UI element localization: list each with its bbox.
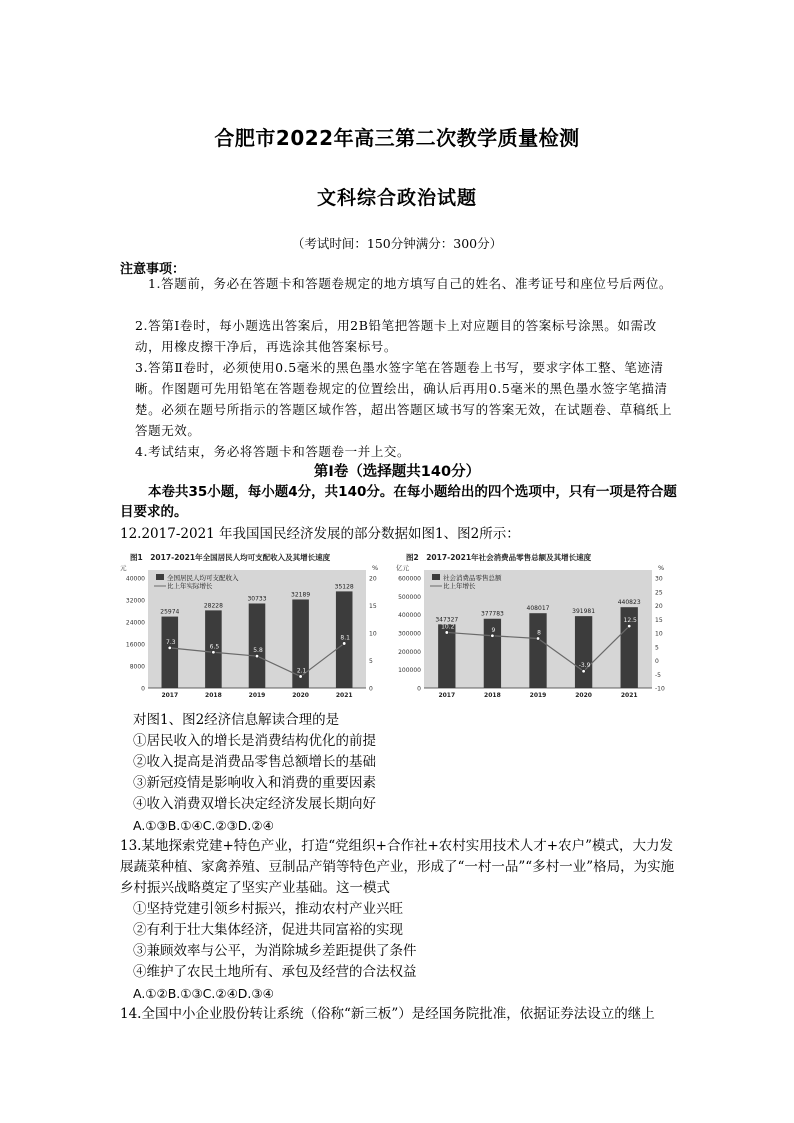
question-13-answers: A.①②B.①③C.②④D.③④ [133,986,274,1001]
fig1-growth-value-label: 8.1 [340,634,350,642]
fig1-bar-value-label: 32189 [291,591,311,599]
fig2-growth-value-label: 9 [491,626,496,634]
fig2-category-label: 2021 [620,692,638,699]
fig1-bar-value-label: 30733 [247,595,267,603]
fig2-chart-title: 图2 2017-2021年社会消费品零售总额及其增长速度 [406,553,592,562]
fig2-legend-line-label: 比上年增长 [443,582,476,590]
fig2-right-tick-label: 5 [655,644,659,652]
fig2-right-unit: % [658,564,665,572]
fig2-growth-point [491,634,495,638]
question-14-stem: 14.全国中小企业股份转让系统（俗称“新三板”）是经国务院批准，依据证券法设立的继上 [120,1006,655,1022]
fig2-bar [529,613,546,688]
fig1-right-tick-label: 0 [369,685,373,693]
fig2-right-tick-label: 10 [655,630,663,638]
fig2-growth-point [445,631,449,635]
fig1-bar-value-label: 28228 [203,602,223,610]
fig1-left-unit: 元 [120,564,127,572]
fig2-growth-value-label: 12.5 [623,617,637,625]
fig2-growth-point [536,637,540,641]
fig2-left-tick-label: 400000 [398,612,421,620]
fig1-growth-point [342,642,346,646]
fig1-growth-value-label: 5.8 [253,647,263,655]
fig1-left-tick-label: 40000 [125,575,145,583]
fig1-chart-title: 图1 2017-2021年全国居民人均可支配收入及其增长速度 [130,553,331,562]
fig2-bar-value-label: 377783 [480,610,504,618]
section-title: 第Ⅰ卷（选择题共140分） [313,464,481,480]
fig2-bar [575,616,592,688]
fig2-left-tick-label: 300000 [398,630,421,638]
fig1-category-label: 2017 [161,692,179,699]
fig1-right-tick-label: 15 [369,603,377,610]
fig2-growth-value-label: 10.2 [441,623,455,631]
fig2-legend-bar-swatch [432,574,440,580]
notice-item-3: 3.答第Ⅱ卷时，必须使用0.5毫米的黑色墨水签字笔在答题卷上书写，要求字体工整、笔迹清晰。作图题可先用铅笔在答题卷规定的位置绘出，确认后再用0.5毫米的黑色墨水签字笔描清楚。必须在题号所指示的答题区域作答，超出答题区域书写的答案无效，在试题卷、草稿纸上答题无效。 [135,360,673,438]
question-12-answers: A.①③B.①④C.②③D.②④ [133,818,274,833]
fig1-growth-point [299,675,303,679]
question-13-option-2: ②有利于壮大集体经济，促进共同富裕的实现 [133,922,403,938]
fig1-category-label: 2018 [205,692,222,699]
fig2-growth-point [627,624,631,628]
fig1-growth-point [255,654,259,658]
fig2-category-label: 2019 [529,692,547,699]
fig2-left-tick-label: 200000 [398,648,421,656]
fig2-left-tick-label: 600000 [398,575,421,583]
fig1-bar [249,603,266,688]
fig1-bar [162,617,179,688]
question-12-option-4: ④收入消费双增长决定经济发展长期向好 [133,796,376,812]
fig2-growth-value-label: 8 [537,629,541,637]
fig1-legend-bar-label: 全国居民人均可支配收入 [167,574,239,582]
fig2-right-tick-label: 15 [655,616,663,624]
exam-info: （考试时间：150分钟满分：300分） [291,236,503,251]
fig2-right-tick-label: -5 [655,671,661,679]
fig1-growth-point [168,646,172,650]
exam-title: 合肥市2022年高三第二次教学质量检测 [214,126,580,150]
notice-item-4: 4.考试结束，务必将答题卡和答题卷一并上交。 [135,444,411,459]
chart-figure-1 [118,550,390,710]
notice-heading: 注意事项： [120,262,186,277]
fig1-left-tick-label: 16000 [125,641,145,649]
fig1-bar-value-label: 25974 [160,608,180,616]
fig2-left-tick-label: 100000 [398,667,421,675]
fig2-growth-value-label: -3.9 [578,662,591,670]
fig2-bar-value-label: 347327 [435,616,459,624]
fig2-legend-bar-label: 社会消费品零售总额 [443,574,502,582]
fig1-left-tick-label: 24000 [125,619,145,627]
fig2-right-tick-label: 20 [655,603,663,610]
fig2-bar-value-label: 440823 [617,599,641,607]
question-13-stem: 13.某地探索党建+特色产业，打造“党组织+合作社+农村实用技术人才+农户”模式，大力发展蔬菜种植、家禽养殖、豆制品产销等特色产业，形成了“一村一品”“多村一业”格局，为实施乡村振兴战略奠定了坚实产业基础。这一模式 [120,838,675,896]
fig2-right-tick-label: -10 [655,685,665,693]
fig1-category-label: 2021 [335,692,353,699]
fig1-bar-value-label: 35128 [334,583,354,591]
fig1-category-label: 2020 [292,692,309,699]
question-12-option-3: ③新冠疫情是影响收入和消费的重要因素 [133,775,376,791]
fig2-bar-value-label: 391981 [572,608,596,616]
fig1-category-label: 2019 [248,692,266,699]
question-13-option-3: ③兼顾效率与公平，为消除城乡差距提供了条件 [133,943,417,959]
fig1-legend-bar-swatch [156,574,164,580]
fig1-left-tick-label: 32000 [125,597,145,605]
fig2-left-tick-label: 500000 [398,593,421,601]
fig1-right-tick-label: 5 [369,658,373,665]
fig1-growth-value-label: 6.5 [209,643,220,651]
question-12-prompt: 对图1、图2经济信息解读合理的是 [133,712,340,728]
question-12-option-2: ②收入提高是消费品零售总额增长的基础 [133,754,376,770]
fig2-category-label: 2020 [575,692,592,699]
fig2-growth-point [582,669,586,673]
fig2-right-tick-label: 30 [655,575,663,583]
fig1-growth-value-label: 7.3 [166,638,176,646]
chart-figure-2 [394,550,676,710]
fig1-right-unit: % [372,564,379,572]
question-13-option-1: ①坚持党建引领乡村振兴，推动农村产业兴旺 [133,901,403,917]
notice-item-2: 2.答第Ⅰ卷时，每小题选出答案后，用2B铅笔把答题卡上对应题目的答案标号涂黑。如需改动，用橡皮擦干净后，再选涂其他答案标号。 [135,318,657,354]
question-12-option-1: ①居民收入的增长是消费结构优化的前提 [133,733,376,749]
fig2-right-tick-label: 25 [655,589,663,597]
fig2-category-label: 2017 [438,692,456,699]
fig2-right-tick-label: 0 [655,658,659,665]
fig2-bar-value-label: 408017 [526,605,550,613]
fig1-right-tick-label: 10 [369,630,377,638]
fig1-growth-value-label: 2.1 [296,667,307,675]
fig1-right-tick-label: 20 [369,575,377,583]
fig2-left-unit: 亿元 [396,564,409,572]
section-description: 本卷共35小题，每小题4分，共140分。在每小题给出的四个选项中，只有一项是符合题目要求的。 [120,484,677,520]
fig2-left-tick-label: 0 [417,685,421,693]
exam-subtitle: 文科综合政治试题 [316,187,477,209]
question-13-option-4: ④维护了农民土地所有、承包及经营的合法权益 [133,964,417,980]
fig1-legend-line-label: 比上年实际增长 [167,582,213,590]
fig1-left-tick-label: 8000 [129,663,145,671]
fig1-left-tick-label: 0 [141,685,145,693]
fig1-growth-point [212,650,216,654]
fig2-category-label: 2018 [484,692,501,699]
question-12-stem: 12.2017-2021 年我国国民经济发展的部分数据如图1、图2所示： [120,526,520,542]
notice-item-1: 1.答题前，务必在答题卡和答题卷规定的地方填写自己的姓名、准考证号和座位号后两位。 [148,276,673,291]
